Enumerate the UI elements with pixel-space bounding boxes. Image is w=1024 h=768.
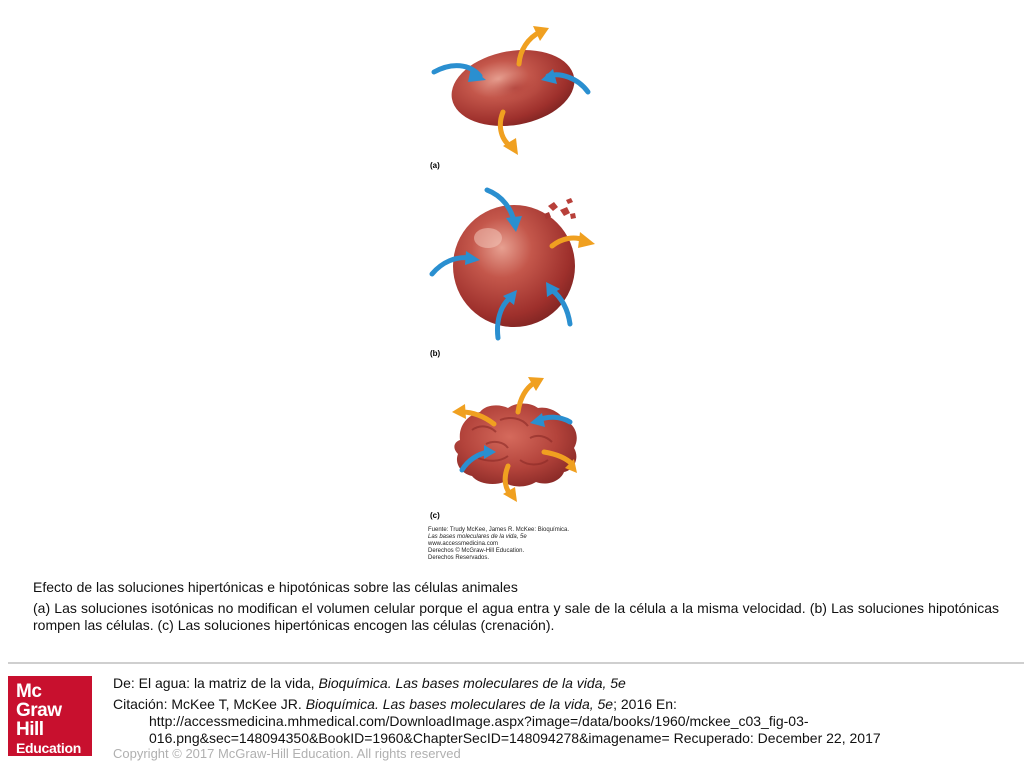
source-line: Derechos Reservados. — [428, 555, 490, 561]
citation-suffix: ; 2016 En: — [613, 696, 677, 712]
divider — [8, 662, 1024, 664]
caption-title: Efecto de las soluciones hipertónicas e hipotónicas sobre las células animales — [33, 579, 518, 595]
from-prefix: De: El agua: la matriz de la vida, — [113, 675, 319, 691]
caption-body: (a) Las soluciones isotónicas no modifican el volumen celular porque el agua entra y sale de la célula a la misma velocidad. (b) Las soluciones hipotónicas rompen las células. (c) Las soluciones hipertónicas encogen las células (crenación). — [33, 600, 999, 633]
panel-label-c: (c) — [430, 511, 440, 520]
citation-line — [113, 696, 1013, 713]
source-line: Derechos © McGraw-Hill Education. — [428, 548, 525, 554]
logo-text: Mc — [16, 681, 42, 702]
cell-fragments — [544, 198, 576, 219]
logo-text: Education — [16, 740, 81, 756]
citation-url-line-1[interactable]: http://accessmedicina.mhmedical.com/DownloadImage.aspx?image=/data/books/1960/mckee_c03_fig-03- — [149, 713, 809, 729]
from-book-title: Bioquímica. Las bases moleculares de la vida, 5e — [318, 675, 626, 691]
citation-book-title: Bioquímica. Las bases moleculares de la vida, 5e — [305, 696, 614, 712]
copyright-notice: Copyright © 2017 McGraw-Hill Education. All rights reserved — [113, 746, 461, 761]
figure-source-credit — [428, 527, 628, 562]
panel-a-isotonic-cell — [434, 26, 588, 155]
source-line: Fuente: Trudy McKee, James R. McKee: Bioquímica. — [428, 527, 570, 533]
citation-prefix: Citación: McKee T, McKee JR. — [113, 696, 306, 712]
citation-url-line-2[interactable]: 016.png&sec=148094350&BookID=1960&ChapterSecID=148094278&imagename= Recuperado: December 22, 2017 — [149, 730, 881, 746]
from-line — [113, 675, 1013, 692]
panel-b-hypotonic-cell — [432, 190, 595, 338]
source-line: www.accessmedicina.com — [428, 541, 499, 547]
source-line: Las bases moleculares de la vida, 5e — [428, 534, 527, 540]
panel-label-a: (a) — [430, 161, 440, 170]
logo-text: Hill — [16, 719, 44, 740]
logo-text: Graw — [16, 700, 62, 721]
panel-label-b: (b) — [430, 349, 441, 358]
mcgraw-hill-education-logo — [8, 676, 92, 756]
panel-c-hypertonic-cell — [452, 377, 577, 502]
